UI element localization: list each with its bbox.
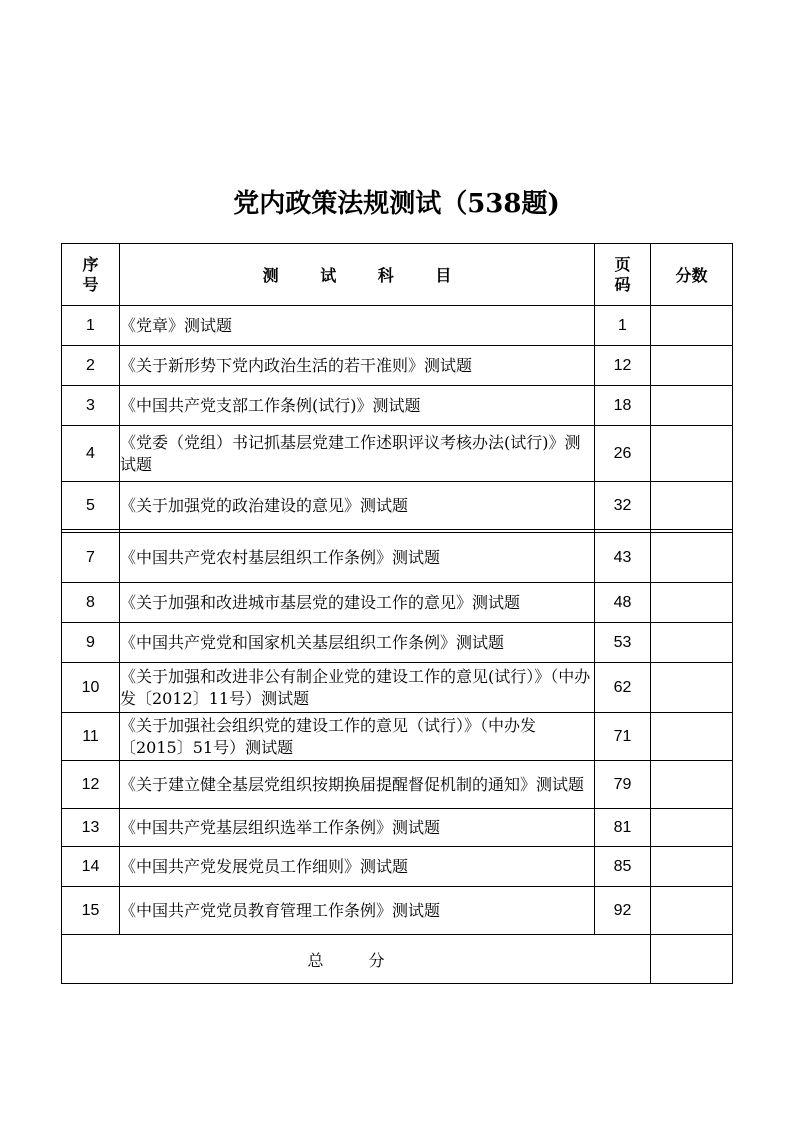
table-row: [62, 761, 733, 809]
header-subject: 测 试 科 目: [120, 244, 595, 306]
row-number: 2: [62, 346, 120, 386]
row-subject: 《中国共产党农村基层组织工作条例》测试题: [120, 533, 595, 583]
total-label: 总 分: [62, 935, 651, 984]
table-row: [62, 533, 733, 583]
row-page: 71: [595, 713, 651, 761]
row-page: 79: [595, 761, 651, 809]
row-score-cell[interactable]: [651, 346, 733, 386]
row-number: 12: [62, 761, 120, 809]
table-row: [62, 623, 733, 663]
row-page: 12: [595, 346, 651, 386]
row-page: 85: [595, 847, 651, 887]
row-subject: 《关于建立健全基层党组织按期换届提醒督促机制的通知》测试题: [120, 761, 595, 809]
row-page: 48: [595, 583, 651, 623]
table-row: [62, 809, 733, 847]
table-row: [62, 426, 733, 482]
table-row: [62, 346, 733, 386]
row-score-cell[interactable]: [651, 623, 733, 663]
row-number: 3: [62, 386, 120, 426]
row-page: 81: [595, 809, 651, 847]
row-score-cell[interactable]: [651, 533, 733, 583]
row-number: 5: [62, 482, 120, 530]
table-row: [62, 887, 733, 935]
row-number: 8: [62, 583, 120, 623]
row-subject: 《党委（党组）书记抓基层党建工作述职评议考核办法(试行)》测试题: [120, 426, 595, 482]
row-page: 53: [595, 623, 651, 663]
row-subject: 《关于新形势下党内政治生活的若干准则》测试题: [120, 346, 595, 386]
row-number: 7: [62, 533, 120, 583]
row-page: 62: [595, 663, 651, 713]
row-score-cell[interactable]: [651, 809, 733, 847]
row-page: 92: [595, 887, 651, 935]
total-score-cell[interactable]: [651, 935, 733, 984]
header-number: 序号: [62, 244, 120, 306]
row-score-cell[interactable]: [651, 426, 733, 482]
row-page: 43: [595, 533, 651, 583]
row-number: 9: [62, 623, 120, 663]
table-row: [62, 663, 733, 713]
row-score-cell[interactable]: [651, 713, 733, 761]
header-page: 页码: [595, 244, 651, 306]
row-page: 1: [595, 306, 651, 346]
document-title: 党内政策法规测试（538题): [233, 189, 560, 219]
row-score-cell[interactable]: [651, 663, 733, 713]
row-subject: 《关于加强和改进非公有制企业党的建设工作的意见(试行）》（中办发〔2012〕11号）测试题: [120, 663, 595, 713]
row-score-cell[interactable]: [651, 847, 733, 887]
table-row: [62, 713, 733, 761]
row-score-cell[interactable]: [651, 482, 733, 530]
header-score: 分数: [651, 244, 733, 306]
row-subject: 《关于加强社会组织党的建设工作的意见（试行）》（中办发〔2015〕51号）测试题: [120, 713, 595, 761]
row-page: 26: [595, 426, 651, 482]
table-row: [62, 583, 733, 623]
row-score-cell[interactable]: [651, 887, 733, 935]
row-subject: 《党章》测试题: [120, 306, 595, 346]
row-subject: 《中国共产党支部工作条例(试行)》测试题: [120, 386, 595, 426]
row-subject: 《中国共产党发展党员工作细则》测试题: [120, 847, 595, 887]
row-score-cell[interactable]: [651, 386, 733, 426]
row-number: 11: [62, 713, 120, 761]
quiz-table: [61, 243, 733, 984]
row-number: 10: [62, 663, 120, 713]
row-subject: 《中国共产党党员教育管理工作条例》测试题: [120, 887, 595, 935]
row-subject: 《中国共产党基层组织选举工作条例》测试题: [120, 809, 595, 847]
table-header-row: [62, 244, 733, 306]
row-subject: 《关于加强和改进城市基层党的建设工作的意见》测试题: [120, 583, 595, 623]
table-row: [62, 482, 733, 530]
row-number: 1: [62, 306, 120, 346]
row-number: 13: [62, 809, 120, 847]
row-subject: 《关于加强党的政治建设的意见》测试题: [120, 482, 595, 530]
row-score-cell[interactable]: [651, 761, 733, 809]
table-row: [62, 306, 733, 346]
table-row: [62, 847, 733, 887]
table-row: [62, 386, 733, 426]
row-number: 14: [62, 847, 120, 887]
row-number: 4: [62, 426, 120, 482]
row-score-cell[interactable]: [651, 306, 733, 346]
row-subject: 《中国共产党党和国家机关基层组织工作条例》测试题: [120, 623, 595, 663]
row-page: 18: [595, 386, 651, 426]
row-page: 32: [595, 482, 651, 530]
row-number: 15: [62, 887, 120, 935]
total-row: [62, 935, 733, 984]
row-score-cell[interactable]: [651, 583, 733, 623]
